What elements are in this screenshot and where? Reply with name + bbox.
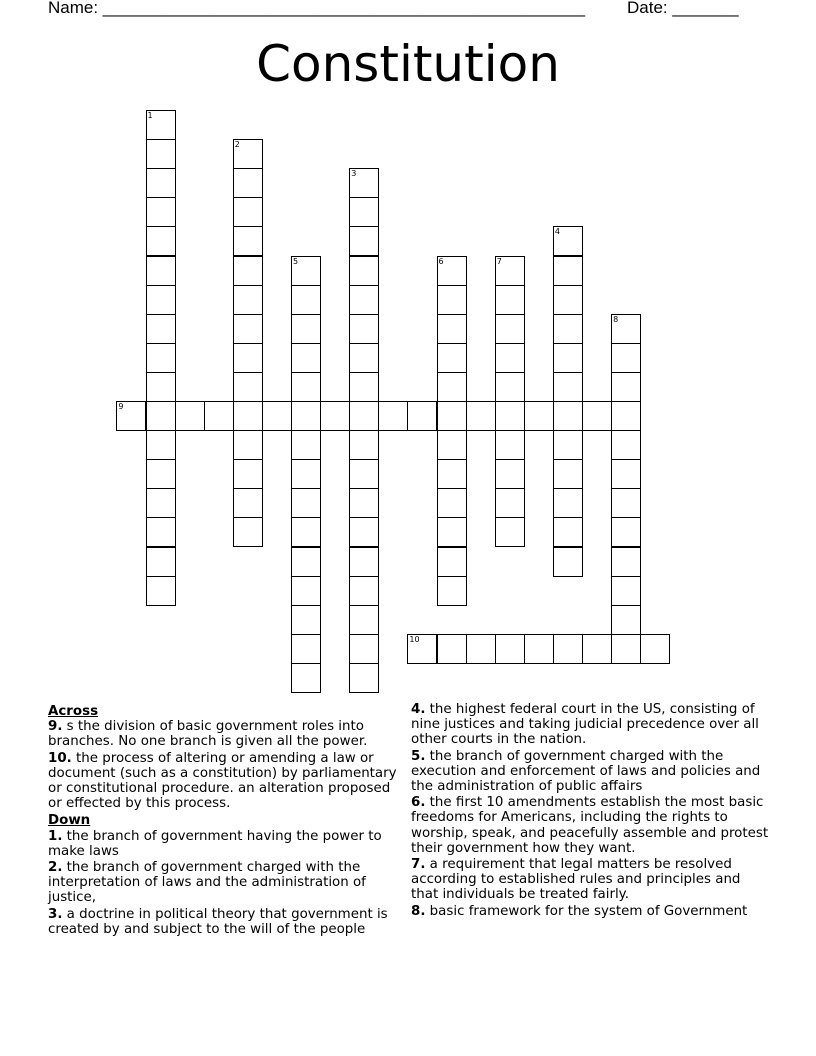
crossword-cell[interactable]: [349, 256, 379, 286]
cell-number: 8: [613, 314, 619, 324]
crossword-cell[interactable]: [611, 634, 641, 664]
crossword-cell[interactable]: [233, 226, 263, 256]
crossword-cell[interactable]: [524, 401, 554, 431]
crossword-cell[interactable]: [291, 663, 321, 693]
name-field-label: Name: ___________________________________________________: [48, 0, 585, 17]
crossword-cell[interactable]: [291, 401, 321, 431]
crossword-cell[interactable]: [611, 576, 641, 606]
crossword-cell[interactable]: [437, 430, 467, 460]
crossword-cell[interactable]: [349, 488, 379, 518]
crossword-cell[interactable]: [291, 488, 321, 518]
crossword-cell[interactable]: [291, 285, 321, 315]
crossword-cell[interactable]: [233, 459, 263, 489]
crossword-cell[interactable]: [291, 459, 321, 489]
crossword-cell[interactable]: [349, 605, 379, 635]
crossword-cell[interactable]: [495, 634, 525, 664]
crossword-cell[interactable]: [553, 547, 583, 577]
crossword-cell[interactable]: [349, 634, 379, 664]
crossword-cell[interactable]: [146, 314, 176, 344]
crossword-cell[interactable]: [349, 197, 379, 227]
crossword-cell[interactable]: [291, 343, 321, 373]
crossword-cell[interactable]: [291, 547, 321, 577]
crossword-cell[interactable]: [437, 256, 467, 286]
crossword-cell[interactable]: [495, 459, 525, 489]
crossword-cell[interactable]: [611, 343, 641, 373]
crossword-cell[interactable]: [437, 488, 467, 518]
crossword-cell[interactable]: [495, 256, 525, 286]
clue-text: the branch of government charged with the interpretation of laws and the administration of justice,: [48, 860, 366, 906]
crossword-cell[interactable]: [233, 343, 263, 373]
crossword-cell[interactable]: [553, 401, 583, 431]
page-title: Constitution: [256, 35, 560, 93]
crossword-cell[interactable]: [553, 226, 583, 256]
crossword-cell[interactable]: [233, 197, 263, 227]
clue-down-8: [411, 904, 771, 919]
crossword-cell[interactable]: [437, 372, 467, 402]
crossword-cell[interactable]: [611, 488, 641, 518]
crossword-cell[interactable]: [116, 401, 146, 431]
crossword-cell[interactable]: [495, 488, 525, 518]
crossword-cell[interactable]: [437, 547, 467, 577]
crossword-cell[interactable]: [553, 459, 583, 489]
crossword-cell[interactable]: [146, 256, 176, 286]
crossword-cell[interactable]: [146, 197, 176, 227]
crossword-cell[interactable]: [553, 285, 583, 315]
clue-text: the first 10 amendments establish the most basic freedoms for Americans, including the rights to worship, speak, and peacefully assemble and protest their government how they want.: [411, 795, 769, 856]
crossword-cell[interactable]: [640, 634, 670, 664]
crossword-cell[interactable]: [233, 401, 263, 431]
clue-text: the branch of government having the power to make laws: [48, 828, 382, 859]
crossword-cell[interactable]: [611, 430, 641, 460]
crossword-cell[interactable]: [553, 256, 583, 286]
crossword-cell[interactable]: [553, 634, 583, 664]
crossword-cell[interactable]: [495, 343, 525, 373]
crossword-cell[interactable]: [349, 314, 379, 344]
crossword-cell[interactable]: [146, 459, 176, 489]
crossword-cell[interactable]: [553, 372, 583, 402]
cell-number: 5: [293, 256, 299, 266]
crossword-cell[interactable]: [146, 401, 176, 431]
cell-number: 10: [409, 634, 420, 644]
crossword-cell[interactable]: [524, 634, 554, 664]
crossword-cell[interactable]: [233, 372, 263, 402]
crossword-cell[interactable]: [146, 372, 176, 402]
crossword-cell[interactable]: [611, 547, 641, 577]
cell-number: 6: [438, 256, 444, 266]
crossword-cell[interactable]: [262, 401, 292, 431]
clue-text: a doctrine in political theory that government is created by and subject to the will of the people: [48, 906, 388, 937]
crossword-cell[interactable]: [146, 285, 176, 315]
crossword-cell[interactable]: [349, 226, 379, 256]
clue-text: the branch of government charged with the execution and enforcement of laws and policies and the administration of public affairs: [411, 748, 761, 795]
crossword-cell[interactable]: [611, 605, 641, 635]
clue-number: 4.: [411, 702, 426, 717]
clue-down-1: [48, 829, 404, 859]
crossword-cell[interactable]: [611, 459, 641, 489]
clue-text: s the division of basic government roles into branches. No one branch is given all the power.: [48, 719, 368, 750]
crossword-cell[interactable]: [146, 343, 176, 373]
cell-number: 3: [351, 169, 357, 179]
crossword-cell[interactable]: [495, 372, 525, 402]
crossword-cell[interactable]: [349, 285, 379, 315]
crossword-cell[interactable]: [407, 634, 437, 664]
crossword-cell[interactable]: [553, 430, 583, 460]
crossword-cell[interactable]: [291, 576, 321, 606]
crossword-cell[interactable]: [349, 576, 379, 606]
crossword-cell[interactable]: [291, 372, 321, 402]
clue-down-4: [411, 702, 771, 748]
crossword-cell[interactable]: [146, 576, 176, 606]
crossword-cell[interactable]: [146, 226, 176, 256]
clue-number: 6.: [411, 795, 426, 811]
crossword-cell[interactable]: [495, 430, 525, 460]
clues-column-right: [411, 702, 771, 920]
crossword-cell[interactable]: [437, 517, 467, 547]
crossword-cell[interactable]: [495, 285, 525, 315]
crossword-cell[interactable]: [437, 634, 467, 664]
crossword-cell[interactable]: [349, 663, 379, 693]
crossword-cell[interactable]: [233, 168, 263, 198]
crossword-cell[interactable]: [437, 343, 467, 373]
crossword-cell[interactable]: [204, 401, 234, 431]
cell-number: 2: [234, 140, 240, 150]
across-heading: Across: [48, 704, 99, 719]
crossword-cell[interactable]: [291, 430, 321, 460]
clue-number: 2.: [48, 860, 63, 876]
crossword-cell[interactable]: [437, 314, 467, 344]
crossword-cell[interactable]: [349, 372, 379, 402]
crossword-cell[interactable]: [582, 634, 612, 664]
crossword-cell[interactable]: [349, 459, 379, 489]
crossword-cell[interactable]: [349, 401, 379, 431]
crossword-cell[interactable]: [437, 401, 467, 431]
crossword-cell[interactable]: [466, 401, 496, 431]
cell-number: 1: [147, 111, 153, 120]
crossword-cell[interactable]: [349, 517, 379, 547]
crossword-cell[interactable]: [495, 517, 525, 547]
clue-number: 1.: [48, 828, 63, 844]
crossword-cell[interactable]: [553, 488, 583, 518]
crossword-cell[interactable]: [233, 488, 263, 518]
clue-number: 8.: [411, 903, 426, 919]
crossword-cell[interactable]: [233, 430, 263, 460]
crossword-cell[interactable]: [233, 517, 263, 547]
crossword-cell[interactable]: [146, 168, 176, 198]
crossword-cell[interactable]: [378, 401, 408, 431]
crossword-cell[interactable]: [291, 517, 321, 547]
crossword-cell[interactable]: [291, 605, 321, 635]
crossword-cell[interactable]: [553, 314, 583, 344]
crossword-cell[interactable]: [349, 343, 379, 373]
clue-text: the highest federal court in the US, consisting of nine justices and taking judicial precedence over all other courts in the nation.: [411, 702, 759, 748]
clue-text: basic framework for the system of Government: [429, 903, 748, 919]
clue-number: 10.: [48, 750, 72, 766]
crossword-cell[interactable]: [495, 314, 525, 344]
crossword-cell[interactable]: [233, 314, 263, 344]
crossword-cell[interactable]: [146, 547, 176, 577]
crossword-cell[interactable]: [611, 517, 641, 547]
crossword-cell[interactable]: [233, 256, 263, 286]
crossword-cell[interactable]: [582, 401, 612, 431]
clue-down-2: [48, 860, 404, 906]
crossword-cell[interactable]: [495, 401, 525, 431]
crossword-cell[interactable]: [349, 168, 379, 198]
clue-number: 7.: [411, 857, 426, 873]
crossword-cell[interactable]: [146, 488, 176, 518]
clue-down-7: [411, 857, 771, 903]
crossword-cell[interactable]: [146, 517, 176, 547]
crossword-cell[interactable]: [291, 256, 321, 286]
cell-number: 4: [554, 227, 560, 237]
clue-down-5: [411, 749, 771, 795]
clue-down-3: [48, 907, 404, 937]
crossword-cell[interactable]: [146, 110, 176, 140]
crossword-cell[interactable]: [233, 139, 263, 169]
crossword-cell[interactable]: [466, 634, 496, 664]
crossword-cell[interactable]: [233, 285, 263, 315]
clue-number: 5.: [411, 748, 426, 764]
crossword-cell[interactable]: [611, 401, 641, 431]
crossword-cell[interactable]: [146, 139, 176, 169]
cell-number: 7: [496, 256, 502, 266]
clue-number: 3.: [48, 906, 63, 922]
clue-across-10: [48, 751, 404, 812]
crossword-cell[interactable]: [349, 430, 379, 460]
clue-text: the process of altering or amending a law or document (such as a constitution) by parliamentary or constitutional procedure. an alteration proposed or effected by this process.: [48, 750, 397, 812]
crossword-cell[interactable]: [437, 285, 467, 315]
clues-column-left: [48, 702, 404, 938]
crossword-cell[interactable]: [291, 314, 321, 344]
crossword-cell[interactable]: [146, 430, 176, 460]
clue-down-6: [411, 795, 771, 856]
crossword-cell[interactable]: [437, 576, 467, 606]
clue-across-9: [48, 719, 404, 749]
crossword-cell[interactable]: [553, 343, 583, 373]
crossword-cell[interactable]: [407, 401, 437, 431]
clue-text: a requirement that legal matters be resolved according to established rules and principles and that individuals be treated fairly.: [411, 857, 741, 903]
crossword-cell[interactable]: [320, 401, 350, 431]
crossword-cell[interactable]: [611, 314, 641, 344]
cell-number: 9: [118, 402, 124, 411]
crossword-cell[interactable]: [553, 517, 583, 547]
clue-number: 9.: [48, 719, 63, 735]
crossword-cell[interactable]: [437, 459, 467, 489]
crossword-cell[interactable]: [291, 634, 321, 664]
date-field-label: Date: _______: [627, 0, 739, 17]
crossword-cell[interactable]: [611, 372, 641, 402]
crossword-cell[interactable]: [349, 547, 379, 577]
down-heading: Down: [48, 813, 91, 829]
crossword-cell[interactable]: [175, 401, 205, 431]
